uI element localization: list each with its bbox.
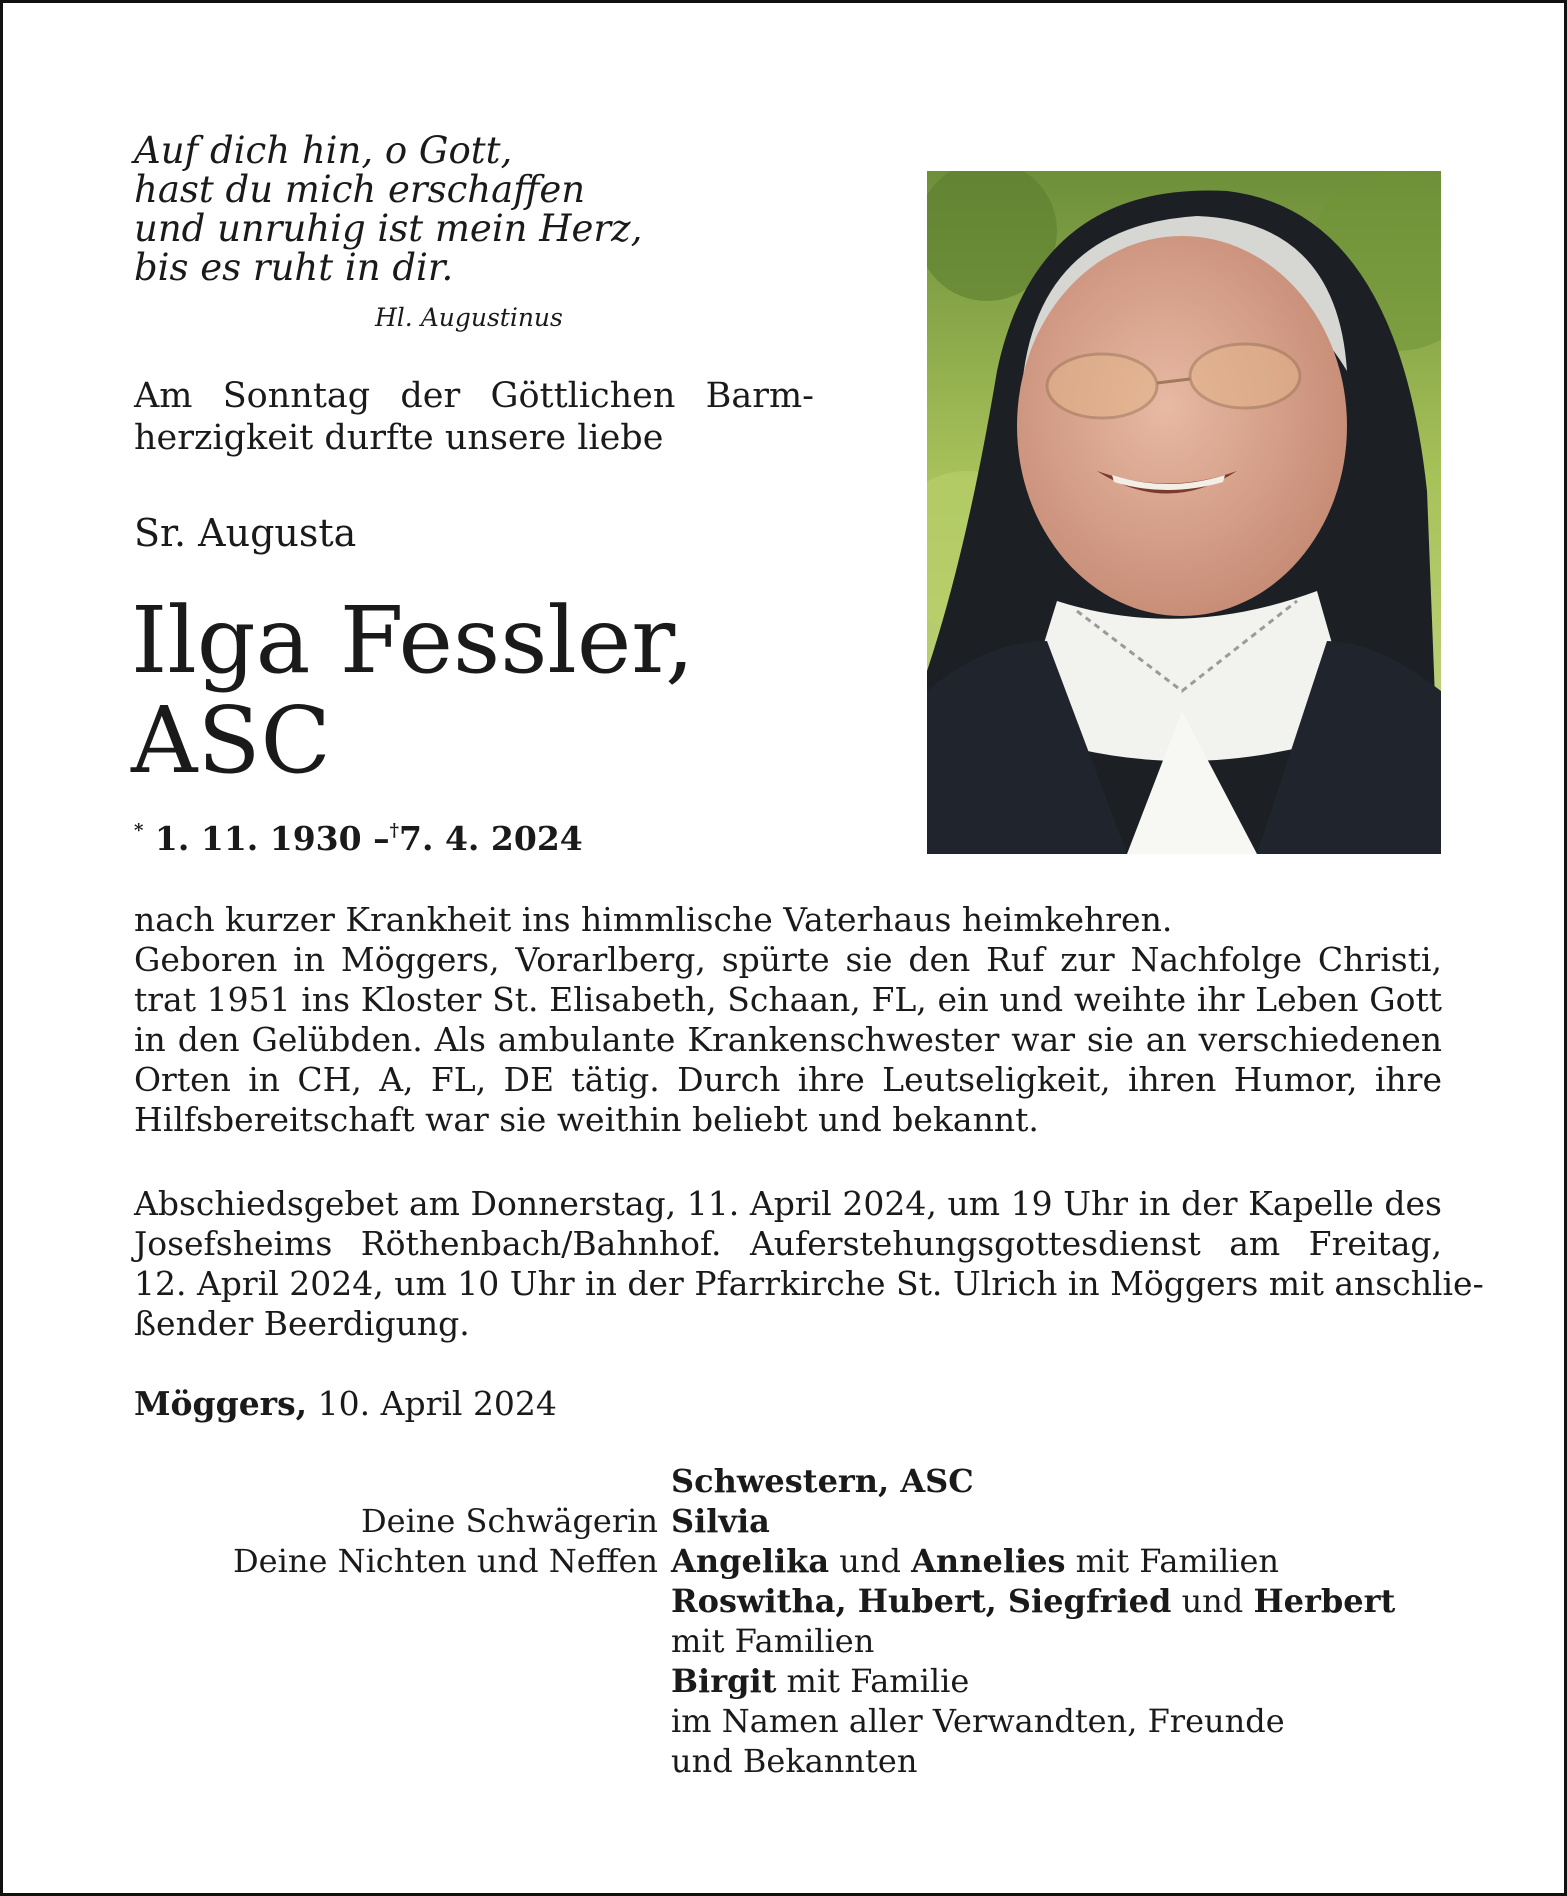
death-date: 7. 4. 2024 [399, 819, 583, 858]
body-line: Orten in CH, A, FL, DE tätig. Durch ihre Leutseligkeit, ihren Humor, ihre [134, 1060, 1442, 1099]
quote-line: bis es ruht in dir. [134, 246, 454, 289]
deceased-name [131, 587, 695, 794]
conjunction: und [839, 1542, 901, 1580]
service-text [134, 1184, 1484, 1344]
signature-line [671, 1741, 1395, 1781]
signature-line [671, 1501, 1395, 1541]
service-line: ßender Beerdigung. [134, 1304, 470, 1343]
name-line: ASC [131, 687, 331, 794]
life-dates [134, 819, 583, 858]
closing-text: und Bekannten [671, 1742, 918, 1780]
label-sister-in-law: Deine Schwägerin [360, 1502, 658, 1540]
with-family: mit Familie [786, 1662, 970, 1700]
signer-sisters: Schwestern, ASC [671, 1462, 974, 1500]
intro-line: Am Sonntag der Göttlichen Barm- [134, 376, 814, 416]
signer-roswitha-hubert-siegfried: Roswitha, Hubert, Siegfried [671, 1582, 1172, 1620]
signature-line [671, 1661, 1395, 1701]
signer-silvia: Silvia [671, 1502, 770, 1540]
religious-title: Sr. Augusta [134, 511, 357, 555]
signature-block [671, 1461, 1395, 1781]
quote-line: Auf dich hin, o Gott, [134, 129, 513, 172]
body-line: Hilfsbereitschaft war sie weithin beliebt und bekannt. [134, 1100, 1039, 1139]
date-dash: – [373, 819, 390, 858]
death-symbol: † [389, 820, 400, 841]
signature-line [671, 1541, 1395, 1581]
label-nieces-nephews: Deine Nichten und Neffen [233, 1542, 658, 1580]
signature-line [671, 1581, 1395, 1621]
signature-line [671, 1701, 1395, 1741]
signer-herbert: Herbert [1253, 1582, 1396, 1620]
intro-text [134, 375, 814, 459]
biography-text [134, 900, 1442, 1140]
portrait-illustration [927, 171, 1441, 854]
body-line: trat 1951 ins Kloster St. Elisabeth, Schaan, FL, ein und weihte ihr Leben Gott [134, 980, 1442, 1019]
birth-symbol: * [134, 820, 144, 841]
quote-author: Hl. Augustinus [375, 303, 563, 332]
signer-annelies: Annelies [911, 1542, 1066, 1580]
birth-date: 1. 11. 1930 [154, 819, 362, 858]
notice-date: 10. April 2024 [317, 1384, 557, 1423]
signature-line [671, 1621, 1395, 1661]
body-line: Geboren in Möggers, Vorarlberg, spürte sie den Ruf zur Nachfolge Christi, [134, 940, 1442, 979]
quote-line: und unruhig ist mein Herz, [134, 207, 643, 250]
signer-angelika: Angelika [671, 1542, 830, 1580]
place-date [134, 1384, 557, 1423]
service-line: Josefsheims Röthenbach/Bahnhof. Auferstehungsgottesdienst am Freitag, [134, 1224, 1442, 1263]
conjunction: und [1181, 1582, 1244, 1620]
quote-block [134, 131, 654, 287]
with-families: mit Familien [671, 1622, 875, 1660]
service-line: Abschiedsgebet am Donnerstag, 11. April 2024, um 19 Uhr in der Kapelle des [134, 1184, 1442, 1223]
body-line: in den Gelübden. Als ambulante Krankenschwester war sie an verschiedenen [134, 1020, 1442, 1059]
service-line: 12. April 2024, um 10 Uhr in der Pfarrkirche St. Ulrich in Möggers mit anschlie- [134, 1264, 1484, 1303]
with-families: mit Familien [1075, 1542, 1279, 1580]
quote-line: hast du mich erschaffen [134, 168, 586, 211]
portrait-photo [927, 171, 1441, 854]
place-name: Möggers, [134, 1384, 308, 1423]
signature-line [671, 1461, 1395, 1501]
closing-text: im Namen aller Verwandten, Freunde [671, 1702, 1285, 1740]
body-line: nach kurzer Krankheit ins himmlische Vaterhaus heimkehren. [134, 900, 1173, 939]
intro-line: herzigkeit durfte unsere liebe [134, 418, 664, 458]
signature-labels [233, 1501, 658, 1581]
signer-birgit: Birgit [671, 1662, 777, 1700]
name-line: Ilga Fessler, [131, 587, 695, 694]
